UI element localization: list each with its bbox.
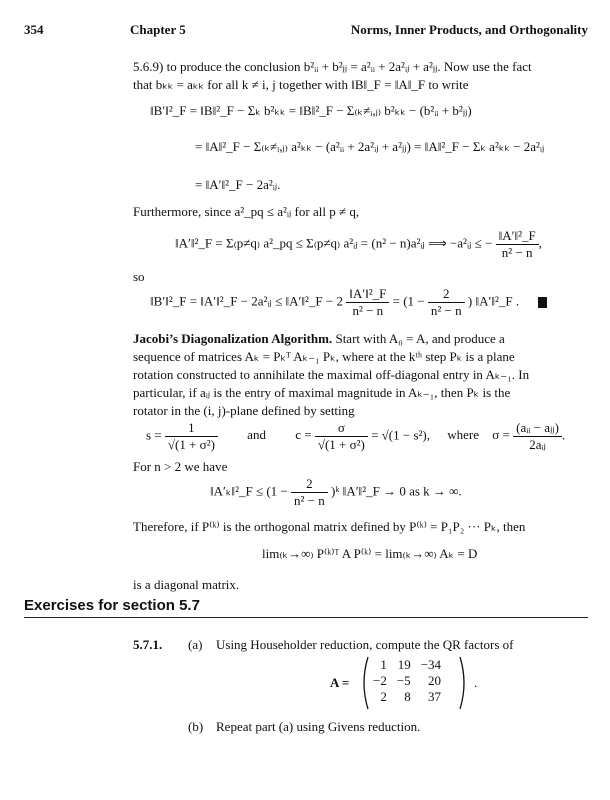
fraction-numerator: 1: [165, 420, 218, 437]
furthermore-text: Furthermore, since a²_pq ≤ a²ᵢⱼ for all p ≠ q,: [133, 204, 360, 219]
where-text: where: [447, 427, 480, 443]
running-title: Norms, Inner Products, and Orthogonality: [350, 22, 588, 37]
s-lhs: s =: [146, 427, 162, 443]
fraction-bound: [496, 228, 539, 261]
for-n-text: For n > 2 we have: [133, 459, 228, 474]
fraction-numerator: 2: [291, 476, 328, 493]
jacobi-line-1: Start with A₀ = A, and produce a: [335, 331, 505, 346]
matrix-label: A =: [330, 675, 350, 690]
matrix-cell: 1: [380, 657, 387, 672]
equation-result-mid: = (1 −: [392, 293, 425, 309]
right-paren-icon: [458, 655, 470, 711]
matrix-row: [368, 673, 446, 689]
section-divider: [24, 617, 588, 618]
equation-limit: lim₍ₖ→∞₎ P⁽ᵏ⁾ᵀ A P⁽ᵏ⁾ = lim₍ₖ→∞₎ Aₖ = D: [262, 546, 478, 561]
so-text: so: [133, 269, 145, 284]
fraction-denominator: 2aᵢⱼ: [529, 437, 546, 452]
and-text: and: [247, 427, 266, 443]
matrix-row: [368, 657, 446, 673]
fraction-sigma: [513, 420, 562, 453]
matrix-end: .: [474, 675, 478, 690]
qed-icon: [538, 297, 547, 308]
equation-result-right: ) ‖A′‖²_F .: [467, 293, 520, 309]
fraction-denominator: √(1 + σ²): [317, 437, 365, 452]
part-b-text: Repeat part (a) using Givens reduction.: [216, 719, 421, 734]
exercise-number: 5.7.1.: [133, 637, 163, 652]
fraction-denominator: n² − n: [352, 303, 384, 318]
jacobi-paragraph: [133, 330, 588, 348]
equation-frobenius-1: ‖B′‖²_F = ‖B‖²_F − Σₖ b²ₖₖ = ‖B‖²_F − Σ₍ₖ≠ᵢ,ⱼ₎ b²ₖₖ − (b²ᵢᵢ + b²ⱼⱼ): [150, 103, 472, 118]
jacobi-line-3: rotation constructed to annihilate the maximal off-diagonal entry in Aₖ₋₁. In: [133, 367, 530, 382]
part-a-text: Using Householder reduction, compute the QR factors of: [216, 637, 514, 652]
fraction-numerator: σ: [315, 420, 368, 437]
jacobi-line-5: rotator in the (i, j)-plane defined by setting: [133, 403, 355, 418]
intro-line-2: that bₖₖ = aₖₖ for all k ≠ i, j together with ‖B‖_F = ‖A‖_F to write: [133, 77, 469, 92]
fraction-denominator: n² − n: [501, 245, 533, 260]
diagonal-text: is a diagonal matrix.: [133, 577, 240, 592]
matrix-cell: 2: [380, 689, 387, 704]
c-rhs: = √(1 − s²),: [371, 427, 431, 443]
matrix-cell: −5: [396, 673, 411, 688]
sigma-lhs: σ =: [492, 427, 510, 443]
equation-frobenius-3: = ‖A′‖²_F − 2a²ᵢⱼ.: [195, 177, 281, 192]
fraction-result-2: [428, 286, 465, 319]
matrix-row: [368, 689, 446, 705]
section-title: Exercises for section 5.7: [24, 597, 200, 614]
therefore-text: Therefore, if P⁽ᵏ⁾ is the orthogonal matrix defined by P⁽ᵏ⁾ = P₁P₂ ··· Pₖ, then: [133, 519, 526, 534]
fraction-numerator: ‖A′‖²_F: [346, 286, 389, 303]
fraction-denominator: √(1 + σ²): [167, 437, 215, 452]
convergence-left: ‖A′ₖ‖²_F ≤ (1 −: [210, 483, 288, 499]
fraction-numerator: ‖A′‖²_F: [496, 228, 539, 245]
equation-bound: [175, 228, 542, 261]
convergence-right: )ᵏ ‖A′‖²_F → 0 as k → ∞.: [330, 483, 462, 499]
part-b-label: (b): [188, 719, 204, 734]
page-number: 354: [24, 22, 44, 37]
matrix-cell: 37: [428, 689, 442, 704]
equation-result-left: ‖B′‖²_F = ‖A′‖²_F − 2a²ᵢⱼ ≤ ‖A′‖²_F − 2: [150, 293, 343, 309]
fraction-numerator: 2: [428, 286, 465, 303]
fraction-numerator: (aᵢᵢ − aⱼⱼ): [513, 420, 562, 437]
matrix-cell: 19: [397, 657, 411, 672]
fraction-convergence: [291, 476, 328, 509]
chapter-label: Chapter 5: [130, 22, 186, 37]
intro-line-1: 5.6.9) to produce the conclusion b²ᵢᵢ + b²ⱼⱼ = a²ᵢᵢ + 2a²ᵢⱼ + a²ⱼⱼ. Now use the fact: [133, 59, 532, 74]
matrix-a: [368, 657, 446, 705]
equation-result: [150, 286, 547, 319]
matrix-cell: −2: [373, 673, 387, 688]
matrix-cell: −34: [420, 657, 442, 672]
matrix-cell: 20: [428, 673, 442, 688]
c-lhs: c =: [295, 427, 312, 443]
fraction-denominator: n² − n: [430, 303, 462, 318]
sigma-end: .: [561, 427, 566, 443]
equation-frobenius-2: = ‖A‖²_F − Σ₍ₖ≠ᵢ,ⱼ₎ a²ₖₖ − (a²ᵢᵢ + 2a²ᵢⱼ + a²ⱼⱼ) = ‖A‖²_F − Σₖ a²ₖₖ − 2a²ᵢⱼ: [195, 139, 545, 154]
part-a-label: (a): [188, 637, 203, 652]
fraction-c: [315, 420, 368, 453]
equation-bound-end: ,: [538, 235, 542, 251]
fraction-s: [165, 420, 218, 453]
fraction-result-1: [346, 286, 389, 319]
equation-bound-left: ‖A′‖²_F = Σ₍p≠q₎ a²_pq ≤ Σ₍p≠q₎ a²ᵢⱼ = (n² − n)a²ᵢⱼ ⟹ −a²ᵢⱼ ≤ −: [175, 235, 493, 251]
jacobi-line-2: sequence of matrices Aₖ = Pₖᵀ Aₖ₋₁ Pₖ, where at the kᵗʰ step Pₖ is a plane: [133, 349, 515, 364]
equation-convergence: [210, 476, 462, 509]
fraction-denominator: n² − n: [294, 493, 325, 508]
jacobi-title: Jacobi’s Diagonalization Algorithm.: [133, 331, 333, 346]
matrix-cell: 8: [404, 689, 411, 704]
jacobi-line-4: particular, if aᵢⱼ is the entry of maximal magnitude in Aₖ₋₁, then Pₖ is the: [133, 385, 511, 400]
equation-rotation: [146, 420, 565, 453]
